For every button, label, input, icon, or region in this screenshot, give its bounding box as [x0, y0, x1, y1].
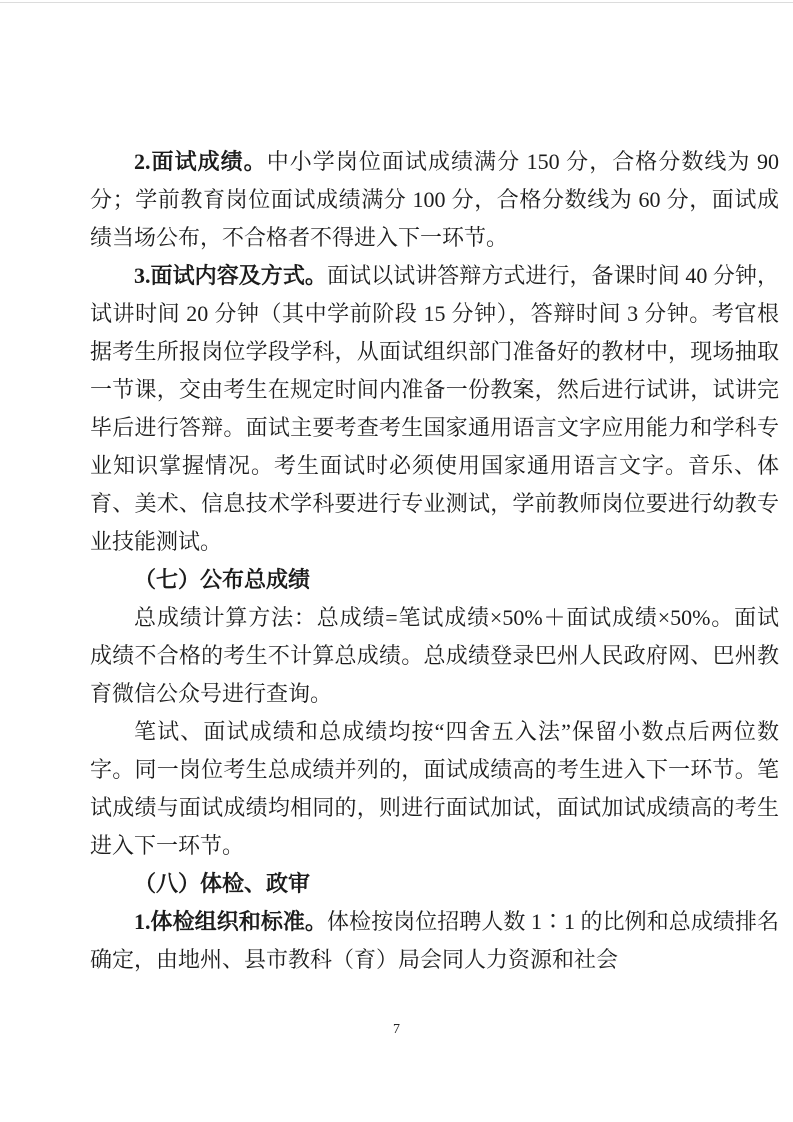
paragraph — [90, 713, 779, 865]
document-body — [90, 143, 779, 979]
paragraph-lead: 3.面试内容及方式。 — [134, 263, 327, 288]
page-top-edge — [0, 2, 793, 3]
paragraph-text: （八）体检、政审 — [134, 871, 311, 896]
paragraph-text: 体检按岗位招聘人数 1∶1 的比例和总成绩排名确定，由地州、县市教科（育）局会同人力资源和社会 — [90, 909, 779, 972]
paragraph-lead: 1.体检组织和标准。 — [134, 909, 327, 934]
section-heading — [90, 561, 779, 599]
paragraph — [90, 143, 779, 257]
paragraph-text: 总成绩计算方法：总成绩=笔试成绩×50%＋面试成绩×50%。面试成绩不合格的考生不计算总成绩。总成绩登录巴州人民政府网、巴州教育微信公众号进行查询。 — [90, 605, 779, 706]
page-number: 7 — [393, 1022, 400, 1037]
paragraph-text: 笔试、面试成绩和总成绩均按“四舍五入法”保留小数点后两位数字。同一岗位考生总成绩并列的，面试成绩高的考生进入下一环节。笔试成绩与面试成绩均相同的，则进行面试加试，面试加试成绩高的考生进入下一环节。 — [90, 719, 779, 858]
paragraph-text: 中小学岗位面试成绩满分 150 分，合格分数线为 90 分；学前教育岗位面试成绩满分 100 分，合格分数线为 60 分，面试成绩当场公布，不合格者不得进入下一环节。 — [90, 149, 779, 250]
paragraph — [90, 903, 779, 979]
paragraph-lead: 2.面试成绩。 — [134, 149, 267, 174]
paragraph — [90, 599, 779, 713]
section-heading — [90, 865, 779, 903]
paragraph — [90, 257, 779, 561]
paragraph-text: （七）公布总成绩 — [134, 567, 311, 592]
paragraph-text: 面试以试讲答辩方式进行，备课时间 40 分钟，试讲时间 20 分钟（其中学前阶段 15 分钟），答辩时间 3 分钟。考官根据考生所报岗位学段学科，从面试组织部门准备好的教材中，现场抽取一节课，交由考生在规定时间内准备一份教案，然后进行试讲，试讲完毕后进行答辩。面试主要考查考生国家通用语言文字应用能力和学科专业知识掌握情况。考生面试时必须使用国家通用语言文字。音乐、体育、美术、信息技术学科要进行专业测试，学前教师岗位要进行幼教专业技能测试。 — [90, 263, 779, 554]
